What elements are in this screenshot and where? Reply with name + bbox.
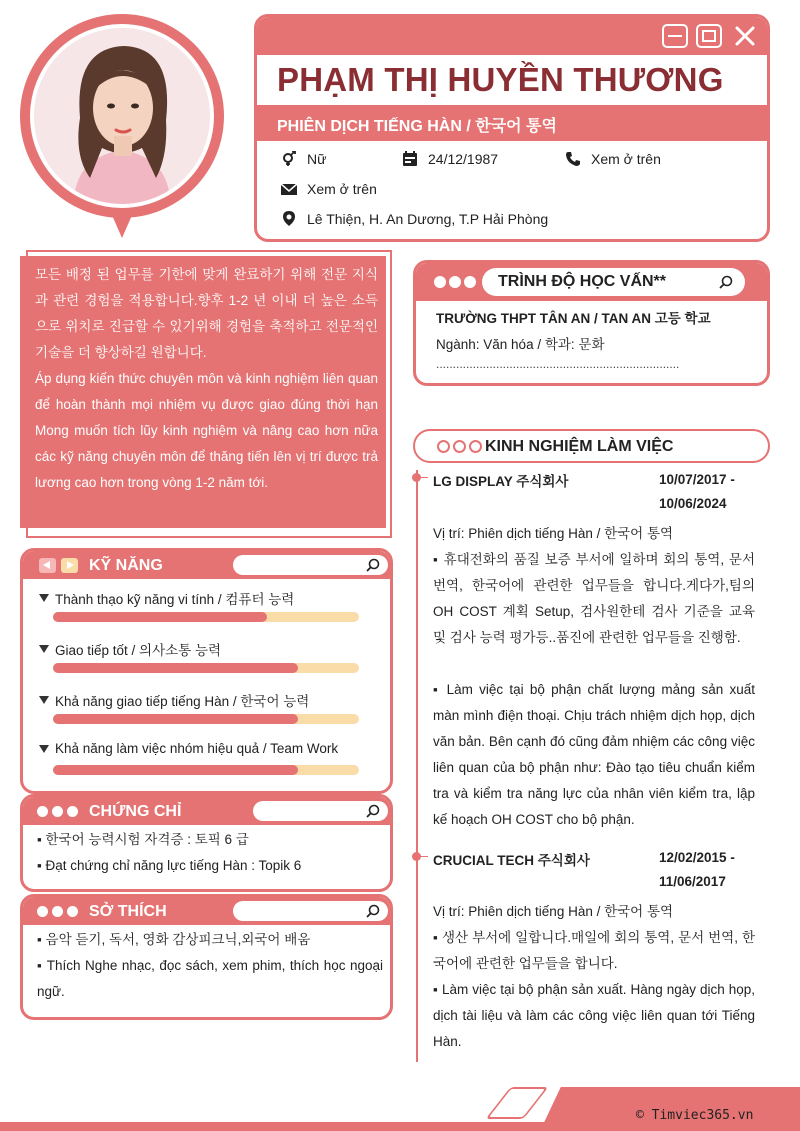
job-description-korean: ▪ 휴대전화의 품질 보증 부서에 일하며 회의 통역, 문서 번역, 한국어에 관련한 업무들을 합니다.게다가,팀의 OH COST 계획 Setup, 검사원한테 검사 기준을 교육 및 검사 능력 평가등..품진에 관련한 업무들을 진행함. <box>433 552 755 645</box>
address-value: Lê Thiện, H. An Dương, T.P Hải Phòng <box>307 211 549 227</box>
caret-down-icon <box>39 745 49 753</box>
address-info <box>281 211 548 227</box>
timeline-line <box>416 470 418 1062</box>
header-card <box>254 14 770 242</box>
objective-korean: 모든 배정 된 업무를 기한에 맞게 완료하기 위해 전문 지식과 관련 경험을 적용합니다.향후 1-2 년 이내 더 높은 소득으로 위치로 진급할 수 있기위해 경험을 축적하고 전문적인 기술을 더 향상하길 원합니다. <box>35 267 378 360</box>
minimize-icon[interactable] <box>662 24 688 48</box>
skill-label: Khả năng làm việc nhóm hiệu quả / Team Work <box>55 741 339 756</box>
avatar-portrait <box>34 28 210 204</box>
skill-label: Giao tiếp tốt / 의사소통 능력 <box>55 643 222 658</box>
search-icon <box>366 804 380 818</box>
certificate-item: ▪ Đạt chứng chỉ năng lực tiếng Hàn : Topik 6 <box>37 858 302 873</box>
experience-title: KINH NGHIỆM LÀM VIỆC <box>485 438 674 455</box>
timeline-connector <box>418 477 428 478</box>
skill-bar-track <box>53 612 359 622</box>
job-description-vietnamese: ▪ Làm việc tại bộ phận sản xuất. Hàng ngày dịch họp, dịch tài liệu và làm các công việc liên quan tới Tiếng Hàn. <box>433 982 755 1049</box>
skills-section <box>20 548 393 794</box>
job-description-korean: ▪ 생산 부서에 일합니다.매일에 회의 통역, 문서 번역, 한국어에 관련한 업무들을 합니다. <box>433 930 755 971</box>
skill-bar-track <box>53 663 359 673</box>
calendar-icon <box>402 151 418 167</box>
skill-bar-fill <box>53 612 267 622</box>
skill-item <box>39 588 294 608</box>
maximize-icon[interactable] <box>696 24 722 48</box>
birthdate-value: 24/12/1987 <box>428 151 499 167</box>
skill-label: Thành thạo kỹ năng vi tính / 컴퓨터 능력 <box>55 592 295 607</box>
phone-info <box>565 151 661 167</box>
phone-value: Xem ở trên <box>591 151 661 167</box>
objective-vietnamese: Áp dụng kiến thức chuyên môn và kinh nghiệm liên quan để hoàn thành mọi nhiệm vụ được giao đúng thời hạn Mong muốn tích lũy kinh nghiệm và nâng cao hơn nữa các kỹ năng chuyên môn để thăng tiến lên vị trí được trả lương cao hơn trong vòng 1-2 năm tới. <box>35 371 378 490</box>
email-icon <box>281 181 297 197</box>
certificate-item: ▪ 한국어 능력시험 자격증 : 토픽 6 급 <box>37 832 249 847</box>
experience-title-pill <box>413 429 770 463</box>
job-description-vietnamese: ▪ Làm việc tại bộ phận chất lượng mảng sản xuất màn mình điện thoại. Chịu trách nhiệm dịch họp, dịch văn bản. Bên cạnh đó cũng đảm nhiệm các công việc liên quan của bộ phận như: Đào tạo tiêu chuẩn kiểm tra và kiểm tra năng lực của nhân viên kiểm tra, lập kế hoạch OH COST cho bộ phận. <box>433 682 755 827</box>
skill-item <box>39 639 221 659</box>
rings-icon <box>437 440 482 453</box>
caret-down-icon <box>39 645 49 653</box>
education-placeholder: ......................................................................... <box>436 357 680 371</box>
search-icon <box>366 904 380 918</box>
education-major: Ngành: Văn hóa / 학과: 문화 <box>436 337 605 352</box>
birthdate-info <box>402 151 498 167</box>
gender-icon <box>281 151 297 167</box>
hobbies-section <box>20 894 393 1020</box>
job-role: Vị trí: Phiên dịch tiếng Hàn / 한국어 통역 <box>433 526 674 541</box>
certificates-search[interactable] <box>253 801 388 821</box>
skill-bar-fill <box>53 663 298 673</box>
avatar-pointer <box>108 206 136 238</box>
job-company: CRUCIAL TECH 주식회사 <box>433 853 590 868</box>
job-role: Vị trí: Phiên dịch tiếng Hàn / 한국어 통역 <box>433 904 674 919</box>
objective-box <box>20 256 386 528</box>
skill-bar-fill <box>53 714 298 724</box>
skill-bar-track <box>53 765 359 775</box>
education-title-pill <box>482 268 745 296</box>
hobby-vietnamese: ▪ Thích Nghe nhạc, đọc sách, xem phim, thích học ngoại ngữ. <box>37 958 383 999</box>
location-icon <box>281 211 297 227</box>
timeline-connector <box>418 856 428 857</box>
job-title: PHIÊN DỊCH TIẾNG HÀN / 한국어 통역 <box>257 105 767 141</box>
gender-info <box>281 151 326 167</box>
skill-item <box>39 690 309 710</box>
candidate-name: PHẠM THỊ HUYỀN THƯƠNG <box>277 61 724 98</box>
job-date-end: 10/06/2024 <box>659 496 727 511</box>
education-section <box>413 260 770 386</box>
certificates-title: CHỨNG CHỈ <box>89 803 182 820</box>
skill-bar-track <box>53 714 359 724</box>
hobby-korean: ▪ 음악 듣기, 독서, 영화 감상피크닉,외국어 배움 <box>37 932 311 947</box>
avatar <box>30 24 214 208</box>
dots-icon <box>37 906 78 917</box>
search-icon <box>366 558 380 572</box>
education-title: TRÌNH ĐỘ HỌC VẤN** <box>498 273 667 290</box>
hobbies-title: SỞ THÍCH <box>89 903 167 920</box>
close-icon[interactable] <box>732 23 758 49</box>
education-school: TRƯỜNG THPT TÂN AN / TAN AN 고등 학교 <box>436 311 711 326</box>
dots-icon <box>434 276 476 288</box>
certificates-section <box>20 794 393 892</box>
skill-label: Khả năng giao tiếp tiếng Hàn / 한국어 능력 <box>55 694 310 709</box>
skill-bar-fill <box>53 765 298 775</box>
email-value: Xem ở trên <box>307 181 377 197</box>
next-arrow-icon[interactable] <box>61 558 78 573</box>
footer-copyright[interactable]: © Timviec365.vn <box>636 1108 754 1123</box>
footer-slash-decoration <box>485 1087 548 1119</box>
job-date-end: 11/06/2017 <box>659 874 726 889</box>
email-info <box>281 181 377 197</box>
phone-icon <box>565 151 581 167</box>
hobbies-search[interactable] <box>233 901 388 921</box>
skills-search[interactable] <box>233 555 388 575</box>
caret-down-icon <box>39 696 49 704</box>
skill-item <box>39 741 338 756</box>
dots-icon <box>37 806 78 817</box>
caret-down-icon <box>39 594 49 602</box>
prev-arrow-icon[interactable] <box>39 558 56 573</box>
header-bar <box>257 17 767 55</box>
job-company: LG DISPLAY 주식회사 <box>433 474 569 489</box>
skills-title: KỸ NĂNG <box>89 557 163 574</box>
job-date-start: 12/02/2015 - <box>659 850 735 865</box>
job-date-start: 10/07/2017 - <box>659 472 735 487</box>
gender-value: Nữ <box>307 151 327 167</box>
search-icon[interactable] <box>719 275 733 289</box>
